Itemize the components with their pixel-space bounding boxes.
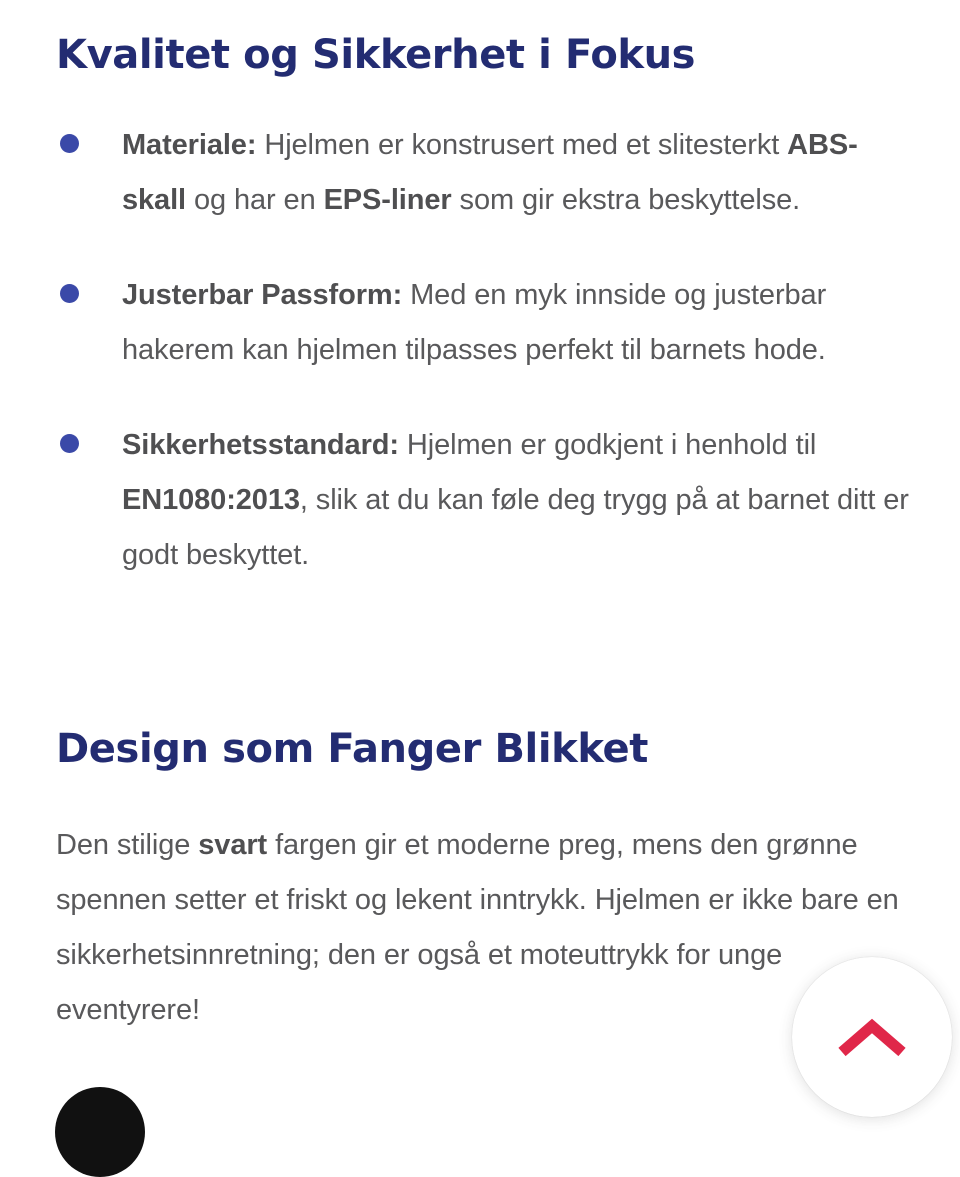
design-paragraph xyxy=(56,818,906,1038)
feature-emphasis-1: EN1080:2013 xyxy=(122,484,300,516)
feature-body-1: Med en myk innside og justerbar hakerem kan hjelmen tilpasses perfekt til barnets hode. xyxy=(122,279,827,366)
chevron-up-icon xyxy=(834,1015,910,1063)
feature-label: Sikkerhetsstandard: xyxy=(122,429,399,461)
bullet-dot-icon xyxy=(60,134,79,153)
feature-text xyxy=(122,118,918,228)
feature-body-3: som gir ekstra beskyttelse. xyxy=(451,184,801,216)
bullet-dot-icon xyxy=(60,284,79,303)
feature-label: Justerbar Passform: xyxy=(122,279,403,311)
feature-list xyxy=(56,118,918,583)
list-item xyxy=(56,268,918,378)
feature-text xyxy=(122,418,918,583)
paragraph-emphasis-1: svart xyxy=(198,829,268,861)
feature-body-1: Hjelmen er godkjent i henhold til xyxy=(398,429,817,461)
page-title-design: Design som Fanger Blikket xyxy=(56,726,648,772)
feature-text xyxy=(122,268,918,378)
feature-emphasis-2: EPS-liner xyxy=(323,184,452,216)
feature-body-2: og har en xyxy=(186,184,324,216)
bottom-decorative-circle xyxy=(55,1087,145,1177)
scroll-to-top-button[interactable] xyxy=(792,957,952,1117)
page-title-quality: Kvalitet og Sikkerhet i Fokus xyxy=(56,32,696,78)
feature-emphasis-1: ABS-skall xyxy=(122,129,858,216)
list-item xyxy=(56,418,918,583)
list-item xyxy=(56,118,918,228)
bullet-dot-icon xyxy=(60,434,79,453)
paragraph-text-1: Den stilige xyxy=(56,829,199,861)
feature-label: Materiale: xyxy=(122,129,257,161)
feature-body-1: Hjelmen er konstrusert med et slitesterkt xyxy=(256,129,788,161)
paragraph-text-2: fargen gir et moderne preg, mens den grønne spennen setter et friskt og lekent inntrykk. Hjelmen er ikke bare en sikkerhetsinnretning; den er også et moteuttrykk for unge eventyrere! xyxy=(56,829,899,1026)
feature-body-2: , slik at du kan føle deg trygg på at barnet ditt er godt beskyttet. xyxy=(122,484,909,571)
